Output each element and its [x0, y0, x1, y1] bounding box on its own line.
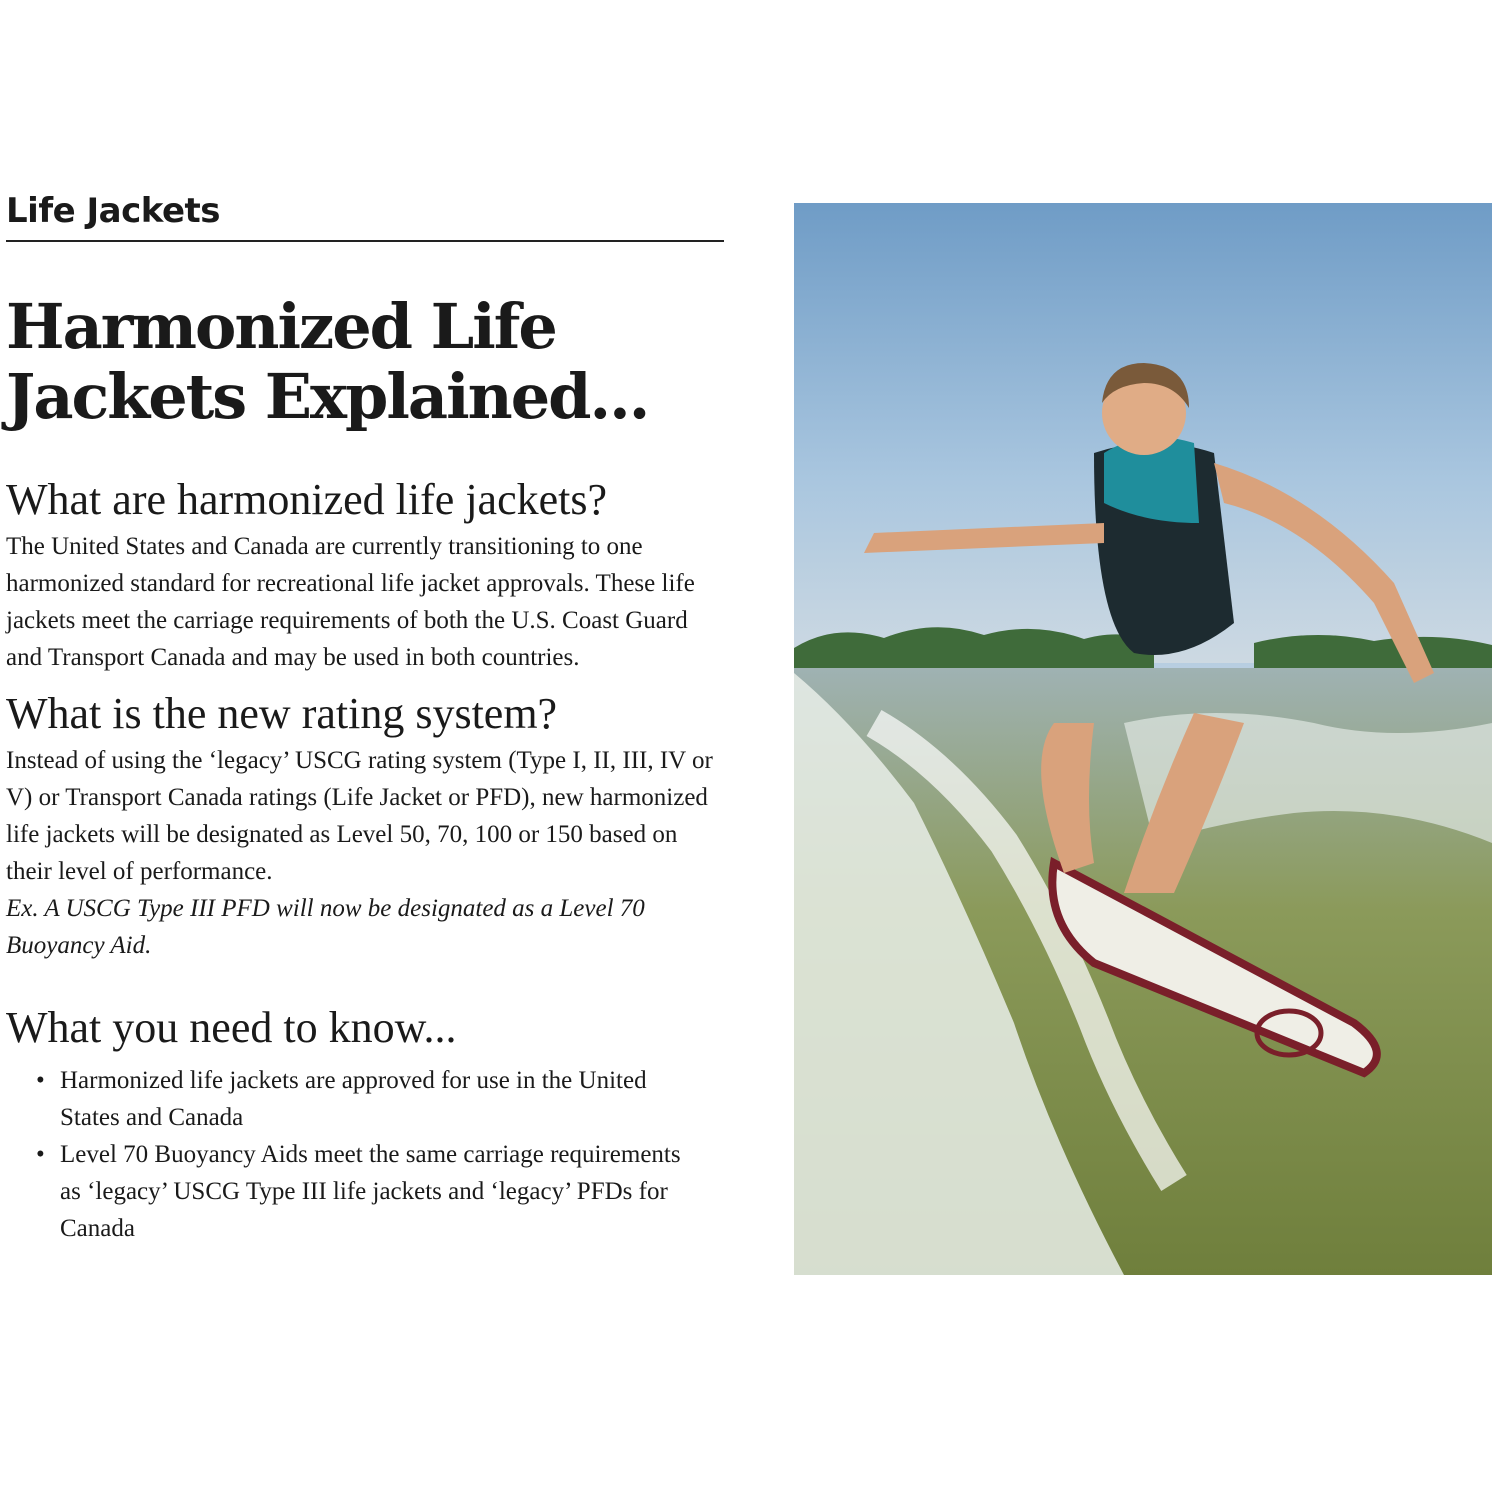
wakesurfer-illustration	[794, 203, 1492, 1275]
bullet-icon: •	[36, 1067, 45, 1094]
need-to-know-list	[6, 1062, 724, 1247]
bullet-icon: •	[36, 1141, 45, 1168]
section-label: Life Jackets	[6, 190, 724, 242]
paragraph-what-are: The United States and Canada are currently transitioning to one harmonized standard for recreational life jacket approvals. These life jackets meet the carriage requirements of both the U.S. Coast Guard and Transport Canada and may be used in both countries.	[6, 533, 695, 671]
list-item-text: Level 70 Buoyancy Aids meet the same carriage requirements as ‘legacy’ USCG Type III life jackets and ‘legacy’ PFDs for Canada	[60, 1141, 681, 1242]
heading-what-are: What are harmonized life jackets?	[6, 475, 608, 524]
paragraph-rating-system: Instead of using the ‘legacy’ USCG rating system (Type I, II, III, IV or V) or Transport Canada ratings (Life Jacket or PFD), new harmonized life jackets will be designated as Level 50, 70, 100 or 150 based on their level of performance.	[6, 747, 713, 885]
text-column	[6, 190, 724, 1247]
list-item-text: Harmonized life jackets are approved for use in the United States and Canada	[60, 1067, 647, 1131]
list-item	[36, 1136, 724, 1247]
heading-rating-system: What is the new rating system?	[6, 689, 558, 738]
list-item	[36, 1062, 724, 1136]
heading-need-to-know: What you need to know...	[6, 1003, 457, 1052]
example-note: Ex. A USCG Type III PFD will now be designated as a Level 70 Buoyancy Aid.	[6, 895, 645, 959]
wakesurfer-photo	[794, 203, 1492, 1275]
page-title: Harmonized Life Jackets Explained...	[6, 290, 649, 433]
